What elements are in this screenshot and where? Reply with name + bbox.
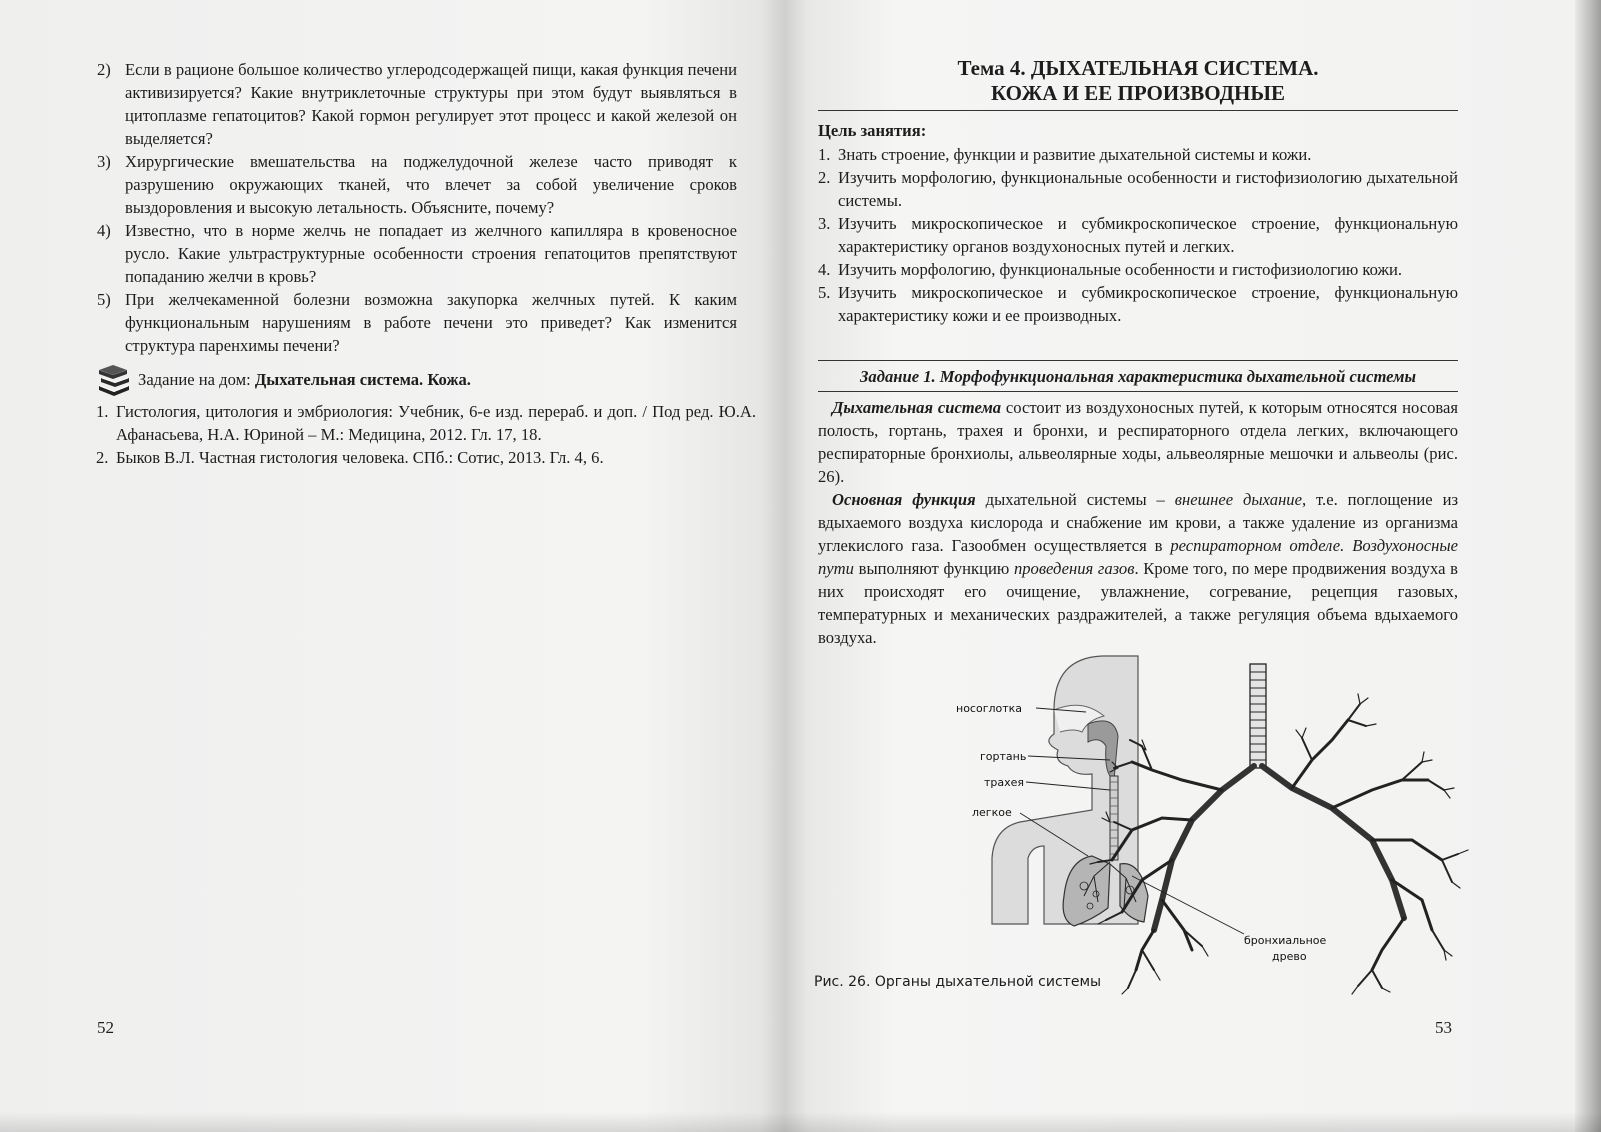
question-list	[97, 58, 737, 357]
paragraph-text: состоит из воздухоносных путей, к которым относятся носовая полость, гортань, трахея и бронхи, и респираторного отдела легких, включающего респираторные бронхиолы, альвеолярные ходы, альвеолярные мешочки и альвеолы (рис. 26).	[818, 398, 1458, 486]
term-respiratory-system: Дыхательная система	[832, 398, 1002, 417]
topic-title	[818, 56, 1458, 106]
paragraph-main-function	[818, 488, 1458, 649]
goal-number: 3.	[818, 214, 831, 233]
question-text: Если в рационе большое количество углеродсодержащей пищи, какая функция печени активизируется? Какие внутриклеточные структуры при этом будут выявляться в цитоплазме гепатоцитов? Какой гормон регулирует этот процесс и какой железой он выделяется?	[125, 60, 737, 148]
reference-number: 2.	[96, 448, 109, 467]
question-number: 4)	[97, 221, 111, 240]
homework-heading	[96, 362, 756, 396]
label-trachea: трахея	[984, 776, 1025, 789]
italic-term: проведения газов	[1013, 559, 1135, 578]
question-text: Известно, что в норме желчь не попадает из желчного капилляра в кровеносное русло. Какие ультраструктурные особенности строения гепатоцитов препятствуют попаданию желчи в кровь?	[125, 221, 737, 286]
paragraph-text: , т.е. поглощение из вдыхаемого воздуха кислорода и снабжение им крови, а также удаление из организма углекислого газа. Газообмен осуществляется в	[818, 490, 1459, 555]
question-text: При желчекаменной болезни возможна закупорка желчных путей. К каким функциональным нарушениям в работе печени это приведет? Как изменится структура паренхимы печени?	[125, 290, 737, 355]
left-page	[0, 0, 790, 1132]
italic-term: респираторном отделе.	[1170, 536, 1345, 555]
goal-text: Изучить морфологию, функциональные особенности и гистофизиологию дыхательной системы.	[838, 168, 1458, 210]
label-lung: легкое	[972, 806, 1012, 819]
goal-item	[818, 258, 1458, 281]
trachea-figure	[1110, 776, 1118, 860]
question-item	[97, 219, 737, 288]
figure-caption: Рис. 26. Органы дыхательной системы	[814, 974, 1102, 990]
reference-item	[96, 446, 756, 469]
question-item	[97, 150, 737, 219]
paragraph-text: . Кроме того, по мере продвижения воздуха в них происходят его очищение, увлажнение, согревание, рецепция газовых, температурных и механических раздражителей, а также регуляция объема вдыхаемого воздуха.	[818, 559, 1458, 647]
goal-heading: Цель занятия:	[818, 121, 927, 140]
goal-number: 1.	[818, 145, 831, 164]
goal-text: Изучить морфологию, функциональные особенности и гистофизиологию кожи.	[838, 260, 1403, 279]
label-nasopharynx: носоглотка	[956, 702, 1023, 715]
reference-number: 1.	[96, 402, 109, 421]
question-number: 5)	[97, 290, 111, 309]
homework-section	[96, 362, 756, 469]
task-title: Задание 1. Морфофункциональная характеристика дыхательной системы	[859, 367, 1417, 386]
italic-term: внешнее дыхание	[1174, 490, 1302, 509]
title-rule	[818, 110, 1458, 111]
goal-text: Изучить микроскопическое и субмикроскопическое строение, функциональную характеристику кожи и ее производных.	[838, 283, 1458, 325]
goal-item	[818, 212, 1458, 258]
topic-title-line2: КОЖА И ЕЕ ПРОИЗВОДНЫЕ	[990, 81, 1286, 105]
question-number: 2)	[97, 60, 111, 79]
reference-list	[96, 400, 756, 469]
italic-term: Воздухоносные пути	[818, 536, 1458, 578]
label-larynx: гортань	[980, 750, 1027, 763]
label-bronchial-tree-line1: бронхиальное	[1244, 934, 1327, 947]
task-rule-top	[818, 360, 1458, 361]
goal-item	[818, 143, 1458, 166]
homework-title: Дыхательная система. Кожа.	[254, 369, 471, 389]
homework-label: Задание на дом:	[138, 369, 251, 389]
label-bronchial-tree-line2: древо	[1272, 950, 1307, 963]
topic-title-line1: Тема 4. ДЫХАТЕЛЬНАЯ СИСТЕМА.	[957, 56, 1319, 80]
goal-number: 2.	[818, 168, 831, 187]
page-number-right: 53	[1435, 1018, 1452, 1037]
task-rule-bottom	[818, 391, 1458, 392]
goal-text: Знать строение, функции и развитие дыхательной системы и кожи.	[838, 145, 1312, 164]
page-number-left: 52	[97, 1018, 114, 1037]
respiratory-figure	[792, 650, 1601, 1000]
goal-number: 4.	[818, 260, 831, 279]
goal-item	[818, 166, 1458, 212]
goal-list	[818, 143, 1458, 327]
reference-item	[96, 400, 756, 446]
right-page	[792, 0, 1601, 1132]
goal-text: Изучить микроскопическое и субмикроскопическое строение, функциональную характеристику органов воздухоносных путей и легких.	[838, 214, 1458, 256]
books-icon	[96, 362, 132, 396]
goal-number: 5.	[818, 283, 831, 302]
goal-item	[818, 281, 1458, 327]
reference-text: Гистология, цитология и эмбриология: Учебник, 6-е изд. перераб. и доп. / Под ред. Ю.А. Афанасьева, Н.А. Юриной – М.: Медицина, 2012. Гл. 17, 18.	[116, 402, 756, 444]
reference-text: Быков В.Л. Частная гистология человека. СПб.: Сотис, 2013. Гл. 4, 6.	[116, 448, 604, 467]
question-item	[97, 58, 737, 150]
paragraph-respiratory-system	[818, 396, 1458, 488]
question-text: Хирургические вмешательства на поджелудочной железе часто приводят к разрушению окружающих тканей, что влечет за собой увеличение сроков выздоровления и высокую летальность. Объясните, почему?	[125, 152, 737, 217]
question-number: 3)	[97, 152, 111, 171]
scan-shadow	[0, 1112, 1601, 1132]
paragraph-text: дыхательной системы –	[975, 490, 1175, 509]
book-edge	[1575, 0, 1601, 1132]
question-item	[97, 288, 737, 357]
term-main-function: Основная функция	[832, 490, 976, 509]
paragraph-text: выполняют функцию	[853, 559, 1014, 578]
